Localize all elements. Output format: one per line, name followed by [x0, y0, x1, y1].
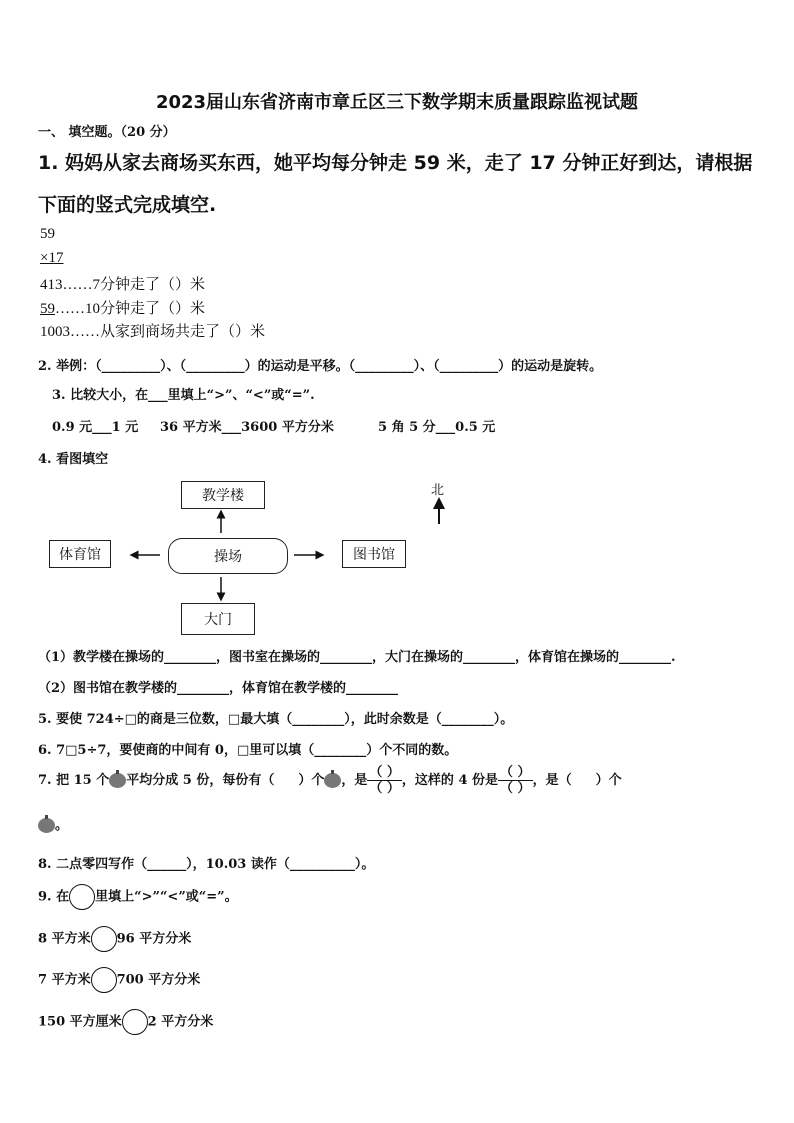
box-library: 图书馆 — [342, 540, 406, 568]
q7-part1: 7. 把 15 个 — [38, 773, 110, 788]
compare-circle-icon — [69, 884, 95, 910]
q7-part8: 。 — [55, 818, 69, 833]
q9-part1: 9. 在 — [38, 889, 70, 905]
q6-text: 6. 7□5÷7，要使商的中间有 0，□里可以填（________）个不同的数。 — [38, 743, 458, 758]
q7-text — [38, 764, 622, 798]
q7-part6: ，是（ — [532, 773, 572, 788]
box-playground: 操场 — [168, 538, 288, 574]
box-gate: 大门 — [181, 603, 255, 635]
q7-part3: ）个 — [298, 773, 325, 788]
q1-calc-line3: 413……7分钟走了（）米 — [40, 277, 206, 293]
q8-text: 8. 二点零四写作（______），10.03 读作（__________）。 — [38, 857, 375, 872]
box-teaching-building: 教学楼 — [181, 481, 265, 509]
q2-text: 2. 举例：（_________）、（_________）的运动是平移。（_________）、（_________）的运动是旋转。 — [38, 359, 603, 374]
q7-part2: 平均分成 5 份，每份有（ — [126, 773, 275, 788]
q9-item-a: 8 平方米 96 平方分米 — [38, 926, 191, 952]
q3-item-b: 36 平方米___3600 平方分米 — [160, 420, 334, 435]
q7-part5: ，这样的 4 份是 — [401, 773, 499, 788]
q3-text: 3. 比较大小，在___里填上“>”、“<”或“=”. — [52, 388, 315, 403]
q1-calc-line4-num: 59 — [40, 301, 55, 317]
q4-sub2: （2）图书馆在教学楼的________，体育馆在教学楼的________ — [38, 681, 399, 696]
compare-circle-icon — [91, 967, 117, 993]
q4-label: 4. 看图填空 — [38, 452, 109, 467]
q3-item-a: 0.9 元___1 元 — [52, 420, 139, 435]
compare-circle-icon — [122, 1009, 148, 1035]
box-gym: 体育馆 — [49, 540, 111, 568]
q1-calc-line1: 59 — [40, 226, 55, 242]
q9-item-b: 7 平方米 700 平方分米 — [38, 967, 200, 993]
apple-icon — [324, 773, 341, 788]
apple-icon — [38, 818, 55, 833]
q1-line1: 1. 妈妈从家去商场买东西，她平均每分钟走 59 米，走了 17 分钟正好到达，请根据 — [38, 152, 753, 174]
q7-part4: ，是 — [341, 773, 368, 788]
q7-fraction-1: $\frac{( )}{( )}$ — [369, 765, 400, 796]
q9-item-c: 150 平方厘米 2 平方分米 — [38, 1009, 213, 1035]
q5-text: 5. 要使 724÷□的商是三位数，□最大填（________），此时余数是（________）。 — [38, 712, 514, 727]
q9-text — [38, 884, 238, 910]
q4-sub1: （1）教学楼在操场的________，图书室在操场的________，大门在操场的________，体育馆在操场的________. — [38, 650, 676, 665]
page-title: 2023届山东省济南市章丘区三下数学期末质量跟踪监视试题 — [155, 92, 639, 113]
q1-line2: 下面的竖式完成填空. — [38, 194, 217, 216]
q7-line2 — [38, 814, 68, 833]
q1-calc-line2: ×17 — [40, 250, 64, 266]
section-heading: 一、 填空题。（20 分） — [38, 125, 176, 140]
north-label: 北 — [431, 483, 445, 498]
q1-calc-line5: 1003……从家到商场共走了（）米 — [40, 324, 266, 340]
q3-item-c: 5 角 5 分___0.5 元 — [378, 420, 496, 435]
q1-calc-line4-text: ……10分钟走了（）米 — [55, 301, 206, 317]
q7-fraction-2: $\frac{( )}{( )}$ — [500, 765, 531, 796]
compare-circle-icon — [91, 926, 117, 952]
apple-icon — [109, 773, 126, 788]
q7-part7: ）个 — [595, 773, 622, 788]
q9-part2: 里填上“>”“<”或“=”。 — [95, 889, 238, 905]
